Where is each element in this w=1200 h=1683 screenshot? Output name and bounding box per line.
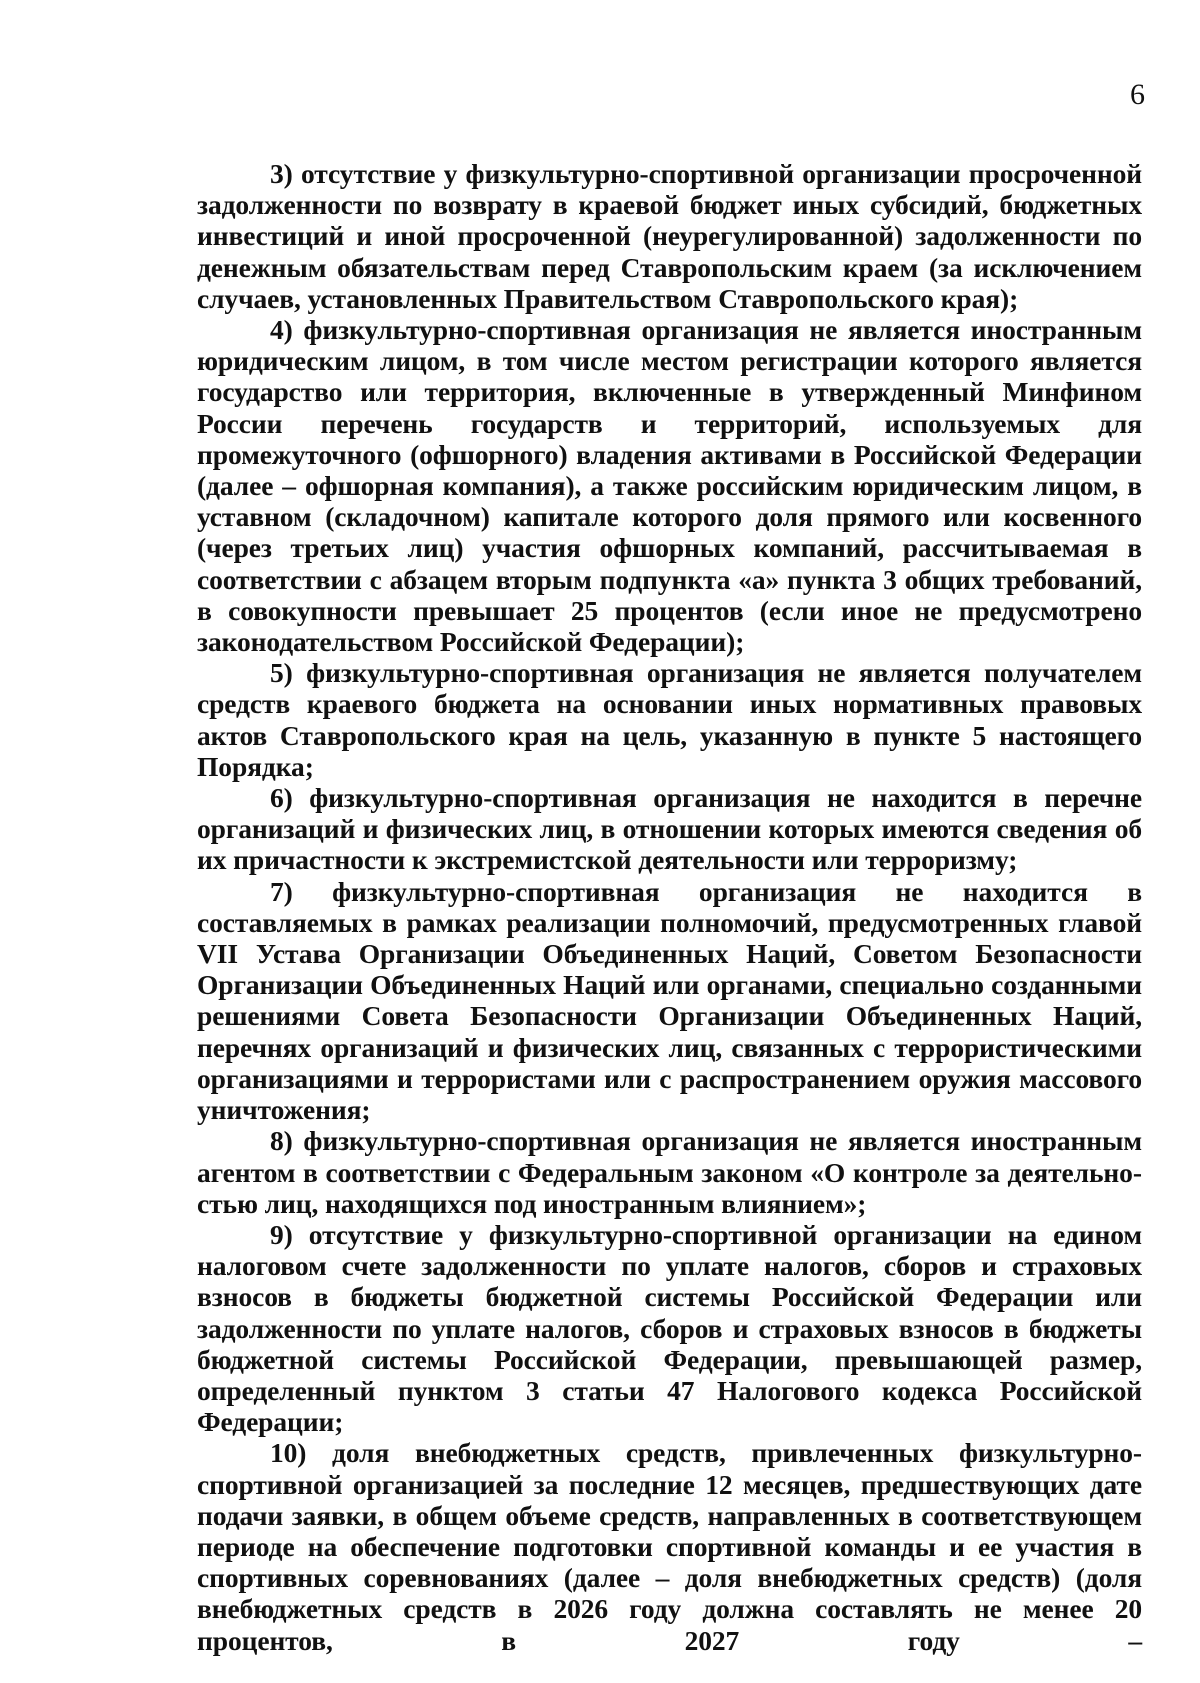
paragraph-item-9: 9) отсутствие у физкультурно-спортивной организации на едином налоговом счете задолженности по уплате налогов, сборов и страховых взносов в бюджеты бюджетной системы Российской Федерации или задолженности по уплате налогов, сборов и страховых взносов в бюджеты бюджетной системы Российской Федерации, превышающей размер, определенный пунктом 3 статьи 47 Налогового кодекса Российской Федерации; xyxy=(197,1218,1142,1438)
paragraph-item-10: 10) доля внебюджетных средств, привлеченных физкультурно-спортивной организацией за последние 12 месяцев, предшествующих дате подачи заявки, в общем объеме средств, направленных в соответствующем периоде на обеспечение подготовки спортивной команды и ее участия в спортивных соревнованиях (далее – доля внебюджетных средств) (доля внебюджетных средств в 2026 году должна составлять не менее 20 процентов, в 2027 году – xyxy=(197,1437,1142,1656)
paragraph-item-3: 3) отсутствие у физкультурно-спортивной организации просроченной задолженности по возврату в краевой бюджет иных субсидий, бюджетных инвестиций и иной просроченной (неурегулированной) задолженности по денежным обязательствам перед Ставропольским краем (за исключением случаев, установленных Правительством Ставропольского края); xyxy=(197,158,1142,314)
paragraph-item-5: 5) физкультурно-спортивная организация не является получателем средств краевого бюджета на основании иных нормативных правовых актов Ставропольского края на цель, указанную в пункте 5 настоящего Порядка; xyxy=(197,657,1142,782)
document-body xyxy=(197,158,1142,1656)
paragraph-item-4: 4) физкультурно-спортивная организация не является иностранным юридическим лицом, в том числе местом регистрации которого является государство или территория, включенные в утвержденный Минфином России перечень государств и территорий, используемых для промежуточного (офшорного) владения активами в Российской Федерации (далее – офшорная компания), а также российским юридическим лицом, в уставном (складочном) капитале которого доля прямого или косвенного (через третьих лиц) участия офшорных компаний, рассчитываемая в соответствии с абзацем вторым подпункта «а» пункта 3 общих требований, в совокупности превышает 25 процентов (если иное не предусмотрено законодательством Российской Федерации); xyxy=(197,314,1142,658)
paragraph-item-6: 6) физкультурно-спортивная организация не находится в перечне организаций и физических лиц, в отношении которых имеются сведения об их причастности к экстремистской деятельности или терроризму; xyxy=(197,782,1142,876)
page-number: 6 xyxy=(1130,78,1145,111)
paragraph-item-8: 8) физкультурно-спортивная организация не является иностранным агентом в соответствии с Федеральным законом «О контроле за деятельностью лиц, находящихся под иностранным влиянием»; xyxy=(197,1125,1142,1219)
paragraph-item-7: 7) физкультурно-спортивная организация не находится в составляемых в рамках реализации полномочий, предусмотренных главой VII Устава Организации Объединенных Наций, Советом Безопасности Организации Объединенных Наций или органами, специально созданными решениями Совета Безопасности Организации Объединенных Наций, перечнях организаций и физических лиц, связанных с террористическими организациями и террористами или с распространением оружия массового уничтожения; xyxy=(197,875,1142,1126)
